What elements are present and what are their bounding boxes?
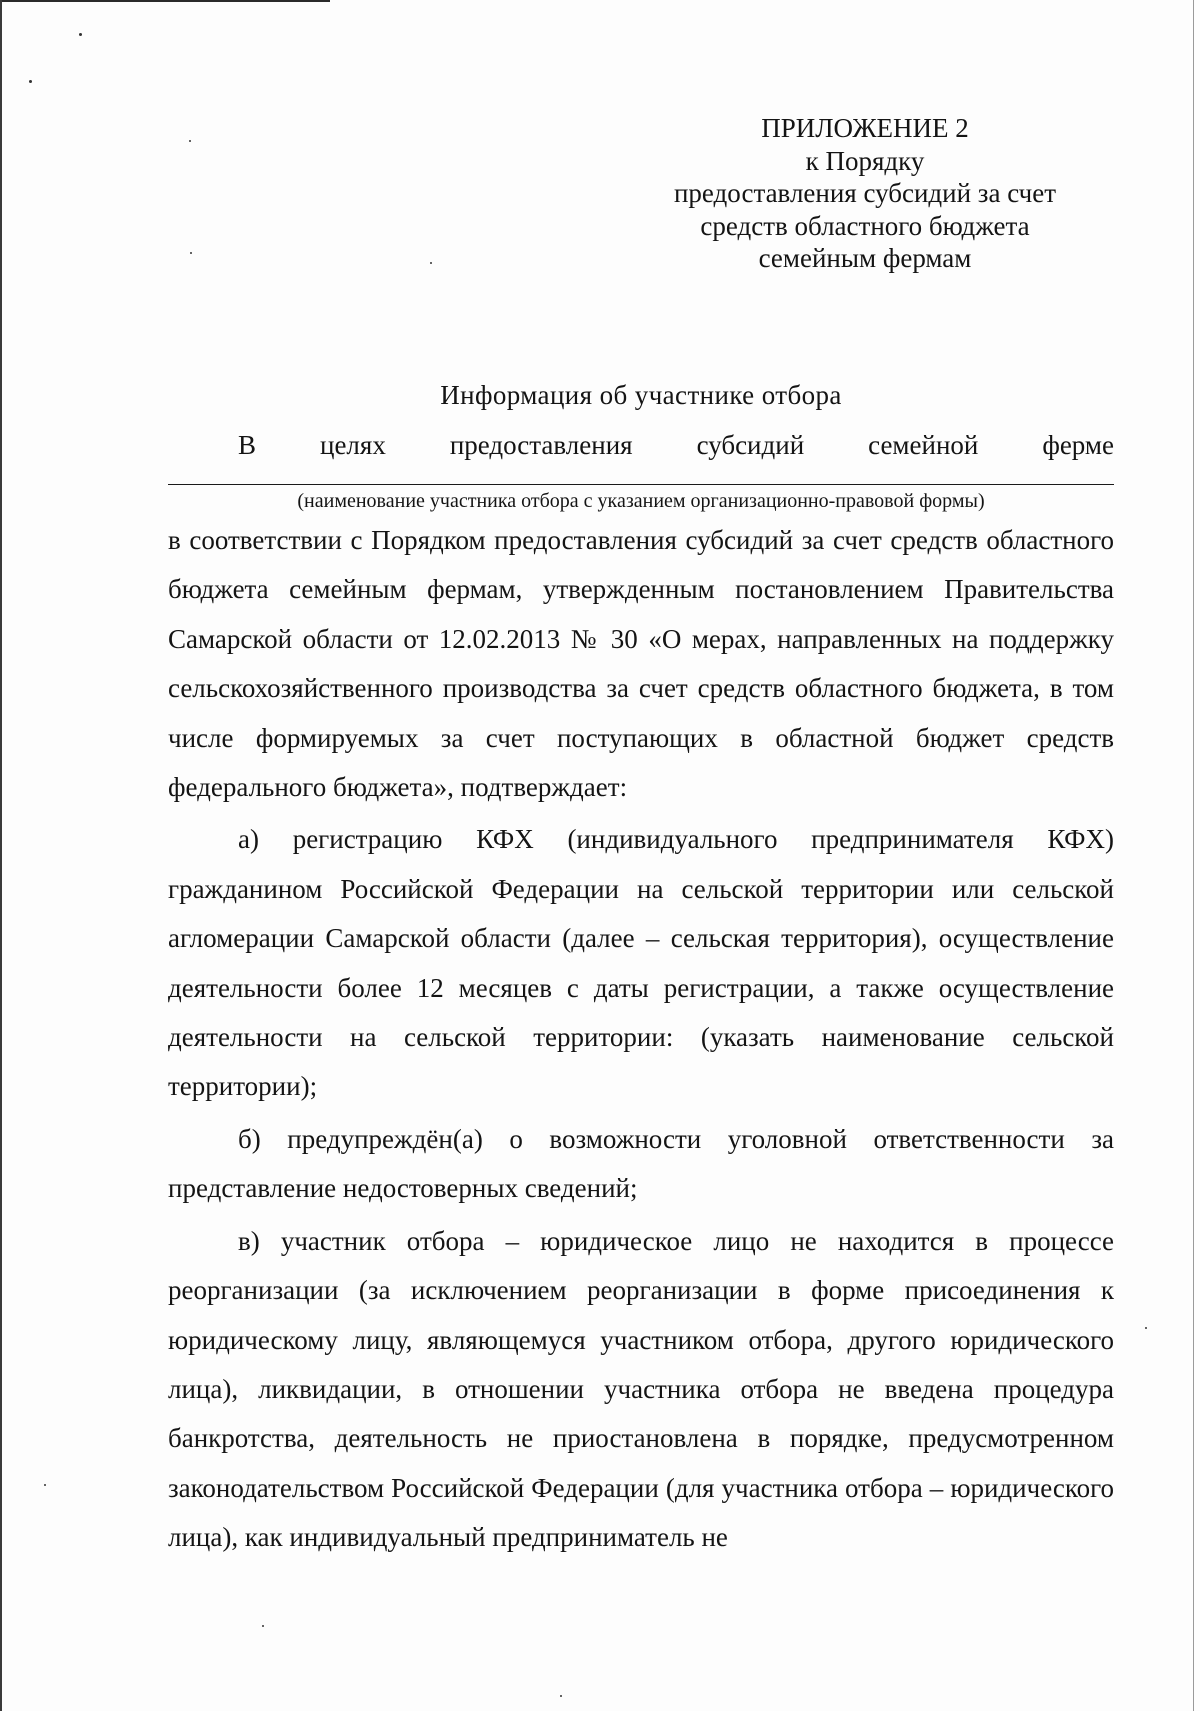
participant-name-caption: (наименование участника отбора с указанием организационно-правовой формы): [297, 490, 985, 512]
scan-edge-left: [0, 0, 2, 1711]
appendix-reference-line: средств областного бюджета: [700, 210, 1030, 241]
scan-speck: [189, 140, 191, 142]
scan-speck: [560, 1695, 562, 1697]
document-title: Информация об участнике отбора: [440, 380, 842, 410]
scan-speck: [430, 262, 432, 264]
paragraph-item-v: в) участник отбора – юридическое лицо не находится в процессе реорганизации (за исключением реорганизации в форме присоединения к юридическому лицу, являющемуся участником отбора, другого юридического лица), ликвидации, в отношении участника отбора не введена процедура банкротства, деятельность не приостановлена в порядке, предусмотренном законодательством Российской Федерации (для участника отбора – юридического лица), как индивидуальный предприниматель не: [168, 1225, 1114, 1553]
scan-edge-right: [1193, 0, 1194, 1711]
scan-edge-top: [0, 0, 330, 2]
appendix-reference: к Порядку: [805, 145, 925, 176]
scan-speck: [262, 1625, 264, 1627]
paragraph-item-a: а) регистрацию КФХ (индивидуального предпринимателя КФХ) гражданином Российской Федерации на сельской территории или сельской агломерации Самарской области (далее – сельская территория), осуществление деятельности более 12 месяцев с даты регистрации, а также осуществление деятельности на сельской территории: (указать наименование сельской территории);: [168, 824, 1114, 1102]
intro-line: [168, 428, 1114, 462]
scan-speck: [44, 1484, 46, 1486]
appendix-reference-line: семейным фермам: [758, 243, 972, 273]
intro-word: ферме: [1042, 430, 1114, 460]
appendix-header: [660, 112, 1070, 275]
intro-word: предоставления: [449, 430, 633, 460]
document-body: [168, 516, 1114, 1563]
intro-word: целях: [320, 430, 386, 460]
intro-word: субсидий: [696, 430, 805, 460]
paragraph-item-b: б) предупреждён(а) о возможности уголовной ответственности за представление недостоверных сведений;: [168, 1123, 1114, 1204]
intro-word: В: [238, 430, 257, 460]
appendix-number: ПРИЛОЖЕНИЕ 2: [761, 113, 969, 143]
participant-name-blank-line: [168, 484, 1114, 485]
scan-speck: [29, 80, 32, 83]
scan-speck: [1145, 1327, 1147, 1329]
intro-word: семейной: [868, 430, 979, 460]
scan-speck: [79, 33, 82, 36]
paragraph-intro: в соответствии с Порядком предоставления субсидий за счет средств областного бюджета семейным фермам, утвержденным постановлением Правительства Самарской области от 12.02.2013 № 30 «О мерах, направленных на поддержку сельскохозяйственного производства за счет средств областного бюджета, в том числе формируемых за счет поступающих в областной бюджет средств федерального бюджета», подтверждает:: [168, 525, 1114, 803]
scan-speck: [190, 252, 192, 254]
appendix-reference-line: предоставления субсидий за счет: [673, 178, 1057, 208]
